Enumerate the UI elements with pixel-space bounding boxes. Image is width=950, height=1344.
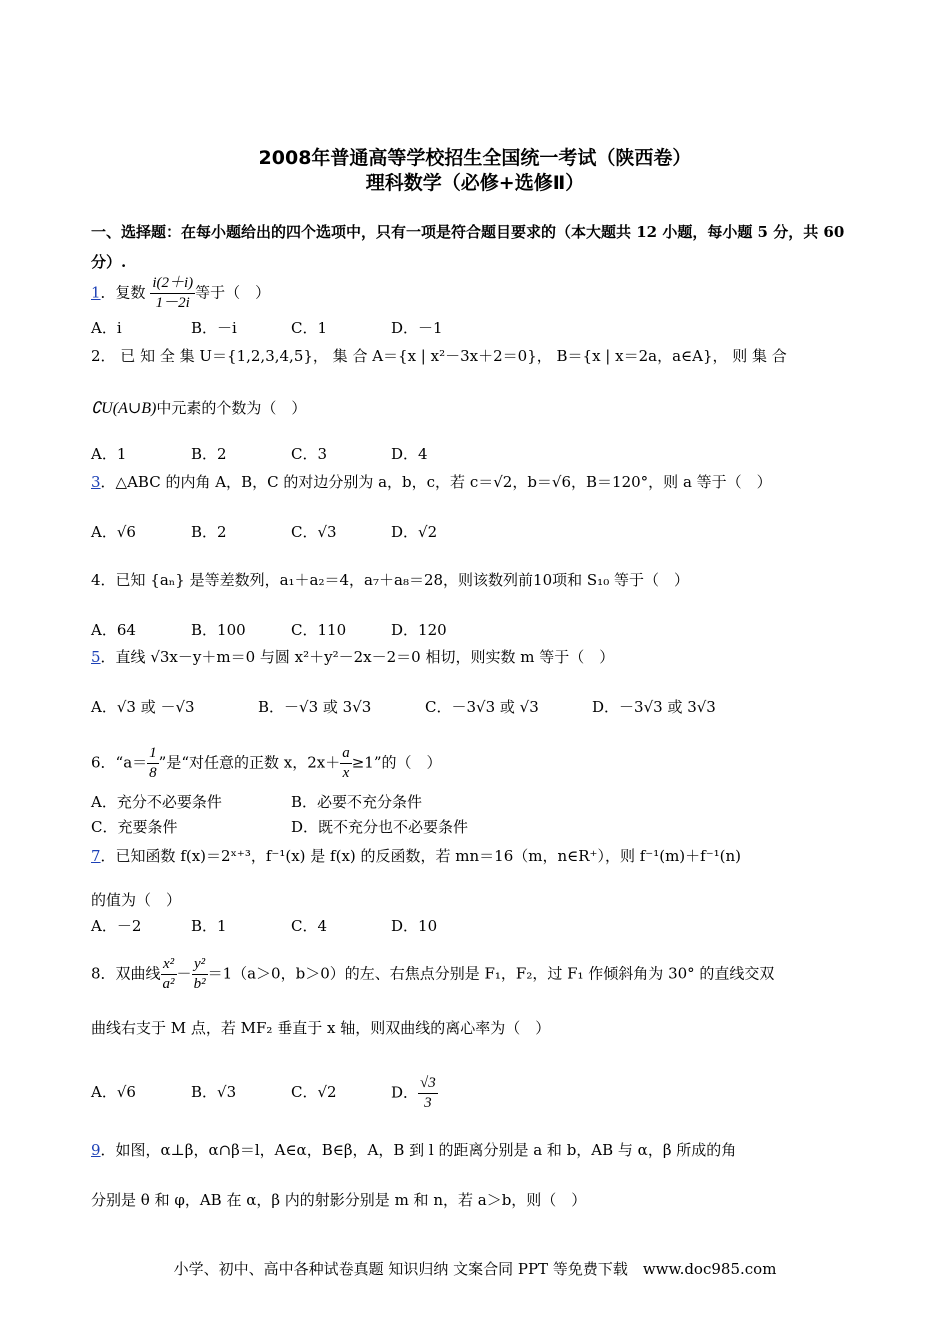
question-4: 4．已知 {aₙ} 是等差数列，a₁＋a₂＝4，a₇＋a₈＝28，则该数列前10项和 S₁₀ 等于（ ）	[91, 571, 689, 589]
q1-fraction: $\frac{i(2+i)}{1-2i}$	[152, 275, 194, 311]
q5-option-c: C．－3√3 或 √3	[425, 698, 539, 716]
exam-subtitle: 理科数学（必修+选修Ⅱ）	[365, 172, 585, 194]
q6-option-c: C．充要条件	[91, 818, 178, 836]
question-5: 5．直线 √3x－y＋m＝0 与圆 x²＋y²－2x－2＝0 相切，则实数 m 等于（ ）	[91, 648, 615, 666]
question-8-line1: 8．双曲线 $\frac{\text{x²}}{\text{a²}}$ － $\frac{\text{y²}}{\text{b²}}$ ＝1（a＞0，b＞0）的左、右焦点分别是 F₁，F₂，过 F₁ 作倾斜角为 30° 的直线交双	[91, 956, 775, 992]
question-7-line1: 7．已知函数 f(x)＝2ˣ⁺³，f⁻¹(x) 是 f(x) 的反函数，若 mn＝16（m，n∈R⁺），则 f⁻¹(m)＋f⁻¹(n)	[91, 847, 741, 865]
question-2-line2: ∁U(A∪B)中元素的个数为（ ）	[91, 399, 307, 417]
q2-option-d: D．4	[391, 445, 428, 463]
q4-option-d: D．120	[391, 621, 447, 639]
q8-option-b: B．√3	[191, 1083, 237, 1101]
question-6: 6．“a＝ $\frac{1}{8}$ ”是“对任意的正数 x，2x＋ $\frac{a}{x}$ ≥1”的（ ）	[91, 745, 442, 781]
q4-option-b: B．100	[191, 621, 246, 639]
section-heading: 一、选择题：在每小题给出的四个选项中，只有一项是符合题目要求的（本大题共 12 小题，每小题 5 分，共 60 分）.	[91, 223, 845, 271]
q3-option-b: B．2	[191, 523, 227, 541]
q8-fraction-x: $\frac{\text{x²}}{\text{a²}}$	[162, 956, 175, 992]
q6-fraction-2: $\frac{a}{x}$	[342, 745, 350, 781]
q8-option-c: C．√2	[291, 1083, 337, 1101]
q7-option-a: A．－2	[91, 917, 142, 935]
q3-option-c: C．√3	[291, 523, 337, 541]
question-3: 3．△ABC 的内角 A，B，C 的对边分别为 a，b，c，若 c＝√2，b＝√6，B＝120°，则 a 等于（ ）	[91, 473, 772, 491]
q8-option-d: D． $\frac{√3}{3}$	[391, 1075, 436, 1111]
q1-option-b: B．－i	[191, 319, 237, 337]
q1-option-a: A．i	[91, 319, 122, 337]
q6-option-a: A．充分不必要条件	[91, 793, 222, 811]
q7-option-b: B．1	[191, 917, 227, 935]
q5-option-a: A．√3 或 －√3	[91, 698, 195, 716]
q8-option-d-fraction: $\frac{√3}{3}$	[420, 1075, 436, 1111]
question-1-link[interactable]: 1	[91, 283, 101, 302]
q7-option-c: C．4	[291, 917, 328, 935]
q8-fraction-y: $\frac{\text{y²}}{\text{b²}}$	[193, 956, 206, 992]
question-9-line2: 分别是 θ 和 φ，AB 在 α，β 内的射影分别是 m 和 n，若 a＞b，则（ ）	[91, 1191, 587, 1209]
q5-option-b: B．－√3 或 3√3	[258, 698, 372, 716]
question-1: 1．复数 $\frac{i(2+i)}{1-2i}$ 等于（ ）	[91, 275, 271, 311]
question-5-link[interactable]: 5	[91, 648, 101, 666]
q2-option-b: B．2	[191, 445, 227, 463]
q7-option-d: D．10	[391, 917, 438, 935]
q2-option-c: C．3	[291, 445, 328, 463]
q3-option-d: D．√2	[391, 523, 438, 541]
question-9-link[interactable]: 9	[91, 1141, 101, 1159]
q6-option-b: B．必要不充分条件	[291, 793, 423, 811]
question-2-line1: 2． 已 知 全 集 U＝{1,2,3,4,5}， 集 合 A＝{x | x²－3x＋2＝0}， B＝{x | x＝2a，a∈A}， 则 集 合	[91, 347, 787, 365]
q5-option-d: D．－3√3 或 3√3	[592, 698, 716, 716]
question-7-link[interactable]: 7	[91, 847, 101, 865]
q3-option-a: A．√6	[91, 523, 136, 541]
q6-fraction-1: $\frac{1}{8}$	[149, 745, 157, 781]
question-3-link[interactable]: 3	[91, 473, 101, 491]
question-7-line2: 的值为（ ）	[91, 891, 182, 909]
q6-option-d: D．既不充分也不必要条件	[291, 818, 469, 836]
q4-option-c: C．110	[291, 621, 347, 639]
exam-title: 2008年普通高等学校招生全国统一考试（陕西卷）	[258, 147, 692, 169]
q4-option-a: A．64	[91, 621, 136, 639]
question-9-line1: 9．如图，α⊥β，α∩β＝l，A∈α，B∈β，A，B 到 l 的距离分别是 a 和 b，AB 与 α，β 所成的角	[91, 1141, 737, 1159]
footer-note: 小学、初中、高中各种试卷真题 知识归纳 文案合同 PPT 等免费下载 www.doc985.com	[173, 1260, 777, 1278]
q8-option-a: A．√6	[91, 1083, 136, 1101]
q1-option-c: C．1	[291, 319, 328, 337]
q1-option-d: D．－1	[391, 319, 443, 337]
question-8-line2: 曲线右支于 M 点，若 MF₂ 垂直于 x 轴，则双曲线的离心率为（ ）	[91, 1019, 551, 1037]
q2-option-a: A．1	[91, 445, 127, 463]
